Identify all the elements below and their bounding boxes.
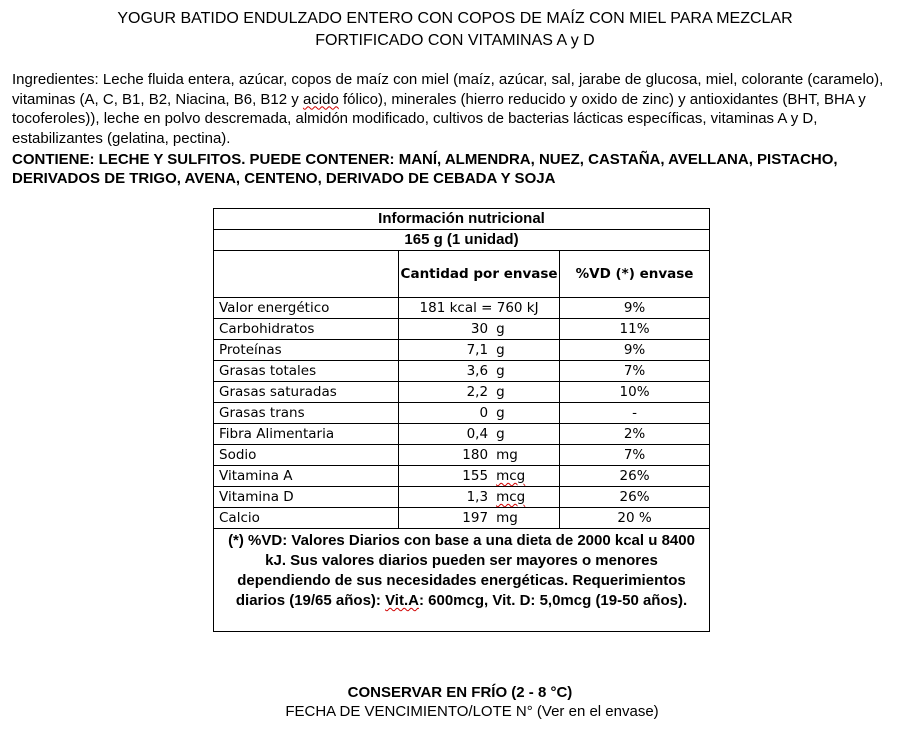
nutrient-amount: 3,6 [466,363,489,379]
nutrient-quantity-cell [399,487,560,508]
nutrient-daily-value: 2% [560,424,710,445]
nutrient-daily-value: 7% [560,445,710,466]
nutrient-quantity-cell [399,403,560,424]
nutrient-daily-value: 7% [560,361,710,382]
nutrition-row [214,340,710,361]
nutrition-row [214,487,710,508]
nutrient-name: Valor energético [214,298,399,319]
nutrient-name: Vitamina A [214,466,399,487]
nutrition-serving: 165 g (1 unidad) [214,230,710,251]
nutrition-column-header-row [214,251,710,298]
nutrient-daily-value: - [560,403,710,424]
nutrient-quantity-cell [399,424,560,445]
nutrition-table [213,208,710,632]
nutrition-row [214,466,710,487]
nutrient-amount: 155 [462,468,489,484]
expiry-lot-note: FECHA DE VENCIMIENTO/LOTE N° (Ver en el envase) [285,703,659,720]
nutrient-quantity-cell [399,340,560,361]
nutrient-name: Carbohidratos [214,319,399,340]
nutrient-quantity-cell [399,466,560,487]
nutrient-quantity-cell [399,508,560,529]
nutrient-quantity-cell [399,319,560,340]
storage-instructions: CONSERVAR EN FRÍO (2 - 8 °C) [347,684,573,701]
nutrition-heading: Información nutricional [214,209,710,230]
nutrition-row [214,508,710,529]
nutrient-daily-value: 20 % [560,508,710,529]
nutrient-amount: 0,4 [466,426,489,442]
nutrient-unit: g [496,384,505,400]
nutrient-amount: 180 [462,447,489,463]
nutrient-unit: mcg [496,489,526,505]
ingredients-part1: Ingredientes: Leche fluida entera, azúcar, copos de maíz con miel (maíz, azúcar, sal, jarabe de glucosa, miel, colorante (caramelo), vitaminas (A, C, B1, B2, Niacina, B6, B12 y [12,71,884,108]
nutrient-quantity-cell [399,445,560,466]
nutrition-row [214,298,710,319]
nutrient-name: Calcio [214,508,399,529]
nutrient-unit: mg [496,447,518,463]
nutrient-name: Proteínas [214,340,399,361]
nutrient-unit: mcg [496,468,526,484]
nutrition-row [214,424,710,445]
nutrition-footnote-requirements-post: : 600mcg, Vit. D: 5,0mcg (19-50 años). [418,592,688,609]
nutrition-row [214,361,710,382]
nutrition-column-blank [214,251,399,298]
nutrient-amount: 181 kcal = 760 kJ [419,300,539,316]
product-title-line2: FORTIFICADO CON VITAMINAS A y D [315,32,595,49]
product-title [0,8,910,52]
nutrient-quantity-cell [399,382,560,403]
nutrition-row [214,445,710,466]
product-title-line1: YOGUR BATIDO ENDULZADO ENTERO CON COPOS DE MAÍZ CON MIEL PARA MEZCLAR [117,10,793,27]
nutrition-row [214,382,710,403]
nutrient-amount: 0 [479,405,489,421]
ingredients-acido-word: acido [302,90,339,108]
nutrition-row [214,319,710,340]
nutrition-row [214,403,710,424]
nutrient-daily-value: 10% [560,382,710,403]
nutrient-amount: 1,3 [466,489,489,505]
nutrient-unit: g [496,426,505,442]
nutrition-column-quantity: Cantidad por envase [399,251,560,298]
nutrient-unit: g [496,342,505,358]
nutrition-footnote [214,529,710,632]
nutrition-heading-row [214,209,710,230]
nutrient-unit: g [496,363,505,379]
nutrient-amount: 197 [462,510,489,526]
nutrient-quantity-cell [399,361,560,382]
nutrient-daily-value: 9% [560,298,710,319]
nutrient-unit: mg [496,510,518,526]
nutrient-name: Fibra Alimentaria [214,424,399,445]
ingredients-text [12,70,898,148]
nutrient-name: Grasas saturadas [214,382,399,403]
nutrient-daily-value: 26% [560,466,710,487]
nutrient-name: Grasas trans [214,403,399,424]
nutrition-column-daily-value: %VD (*) envase [560,251,710,298]
nutrient-amount: 30 [470,321,489,337]
nutrient-daily-value: 11% [560,319,710,340]
nutrient-name: Vitamina D [214,487,399,508]
ingredients-part2: fólico), minerales (hierro reducido y oxido de zinc) y antioxidantes (BHT, BHA y tocoferoles)), leche en polvo descremada, almidón modificado, cultivos de bacterias lácticas específicas, vitaminas A y D, estabilizantes (gelatina, pectina). [12,90,866,147]
nutrient-daily-value: 9% [560,340,710,361]
nutrient-name: Sodio [214,445,399,466]
nutrient-amount: 7,1 [466,342,489,358]
nutrient-quantity-cell [399,298,560,319]
nutrition-footnote-vit-a: Vit.A [385,592,419,609]
nutrient-amount: 2,2 [466,384,489,400]
nutrition-footnote-requirements-pre: Requerimientos diarios (19/65 años): [235,572,686,609]
nutrition-serving-row [214,230,710,251]
allergen-statement: CONTIENE: LECHE Y SULFITOS. PUEDE CONTENER: MANÍ, ALMENDRA, NUEZ, CASTAÑA, AVELLANA, PISTACHO, DERIVADOS DE TRIGO, AVENA, CENTENO, DERIVADO DE CEBADA Y SOJA [12,151,838,187]
nutrition-footnote-daily-values: (*) %VD: Valores Diarios con base a una dieta de 2000 kcal u 8400 kJ. Sus valores diarios pueden ser mayores o menores dependiendo de sus necesidades energéticas. [228,532,695,589]
nutrition-footnote-row [214,529,710,632]
nutrient-unit: g [496,321,505,337]
nutrient-name: Grasas totales [214,361,399,382]
nutrient-daily-value: 26% [560,487,710,508]
nutrient-unit: g [496,405,505,421]
